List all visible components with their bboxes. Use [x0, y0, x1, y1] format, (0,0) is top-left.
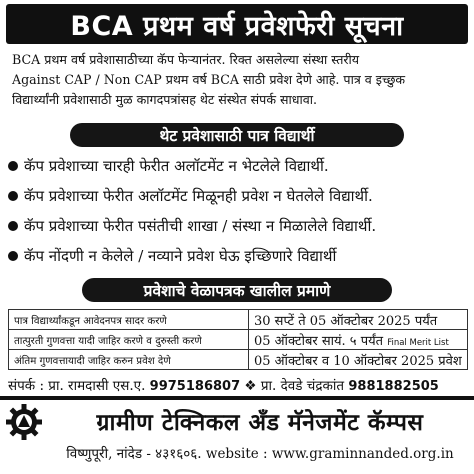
contact-phone-2: 9881882505	[348, 379, 439, 394]
schedule-date-text: 05 ऑक्टोबर सायं. ५ पर्यंत	[254, 333, 384, 349]
schedule-heading: प्रवेशाचे वेळापत्रक खालील प्रमाणे	[82, 278, 392, 302]
bullet-icon	[8, 251, 18, 261]
intro-line-1: BCA प्रथम वर्ष प्रवेशासाठीच्या कॅप फेऱ्यानंतर. रिक्त असलेल्या संस्था स्तरीय	[12, 52, 360, 67]
bullet-icon	[8, 161, 18, 171]
list-item-text: कॅप प्रवेशाच्या फेरीत अलॉटमेंट मिळूनही प्रवेश न घेतलेले विद्यार्थी.	[24, 187, 373, 205]
contact-label: संपर्क :	[8, 378, 49, 394]
schedule-date	[249, 350, 468, 370]
schedule-date	[249, 330, 468, 350]
bullet-icon	[8, 221, 18, 231]
footer-divider	[0, 396, 474, 400]
list-item-text: कॅप नोंदणी न केलेले / नव्याने प्रवेश घेऊ इच्छिणारे विद्यार्थी	[24, 247, 337, 265]
list-item	[8, 151, 470, 181]
contact-line	[8, 376, 470, 394]
table-row	[9, 310, 468, 330]
intro-paragraph	[12, 50, 464, 110]
bullet-icon	[8, 191, 18, 201]
schedule-table	[8, 309, 468, 370]
list-item	[8, 241, 470, 271]
list-item	[8, 181, 470, 211]
eligible-students-heading: थेट प्रवेशासाठी पात्र विद्यार्थी	[70, 123, 404, 147]
contact-separator: ❖	[240, 378, 261, 394]
list-item-text: कॅप प्रवेशाच्या फेरीत पसंतीची शाखा / संस्था न मिळालेले विद्यार्थी.	[24, 217, 377, 235]
gear-logo-icon	[4, 402, 44, 442]
eligibility-list	[8, 151, 470, 271]
contact-person-1: प्रा. रामदासी एस.ए.	[48, 378, 146, 394]
schedule-event: तात्पुरती गुणवत्ता यादी जाहिर करणे व दुरुस्ती करणे	[9, 330, 249, 350]
table-row	[9, 350, 468, 370]
campus-address: विष्णुपूरी, नांदेड - ४३१६०६. website : www.graminnanded.org.in	[66, 446, 454, 462]
intro-line-2: Against CAP / Non CAP प्रथम वर्ष BCA साठी प्रवेश देणे आहे. पात्र व इच्छुक	[12, 72, 406, 87]
page-title: BCA प्रथम वर्ष प्रवेशफेरी सूचना	[6, 4, 468, 44]
intro-line-3: विद्यार्थ्यांनी प्रवेशासाठी मुळ कागदपत्रांसह थेट संस्थेत संपर्क साधावा.	[12, 92, 318, 107]
campus-name: ग्रामीण टेक्निकल अँड मॅनेजमेंट कॅम्पस	[96, 410, 424, 436]
contact-person-2: प्रा. देवडे चंद्रकांत	[260, 378, 345, 394]
table-row	[9, 330, 468, 350]
schedule-event: अंतिम गुणवत्तायादी जाहिर करुन प्रवेश देणे	[9, 350, 249, 370]
schedule-date	[249, 310, 468, 330]
list-item	[8, 211, 470, 241]
schedule-date-text: 30 सप्टें ते 05 ऑक्टोबर 2025 पर्यंत	[254, 313, 438, 329]
contact-phone-1: 9975186807	[149, 379, 241, 394]
schedule-event: पात्र विद्यार्थ्यांकडून आवेदनपत्र सादर करणे	[9, 310, 249, 330]
schedule-note: Final Merit List	[387, 337, 449, 348]
schedule-date-text: 05 ऑक्टोबर व 10 ऑक्टोबर 2025 प्रवेश	[254, 353, 462, 369]
list-item-text: कॅप प्रवेशाच्या चारही फेरीत अलॉटमेंट न भेटलेले विद्यार्थी.	[24, 157, 329, 175]
